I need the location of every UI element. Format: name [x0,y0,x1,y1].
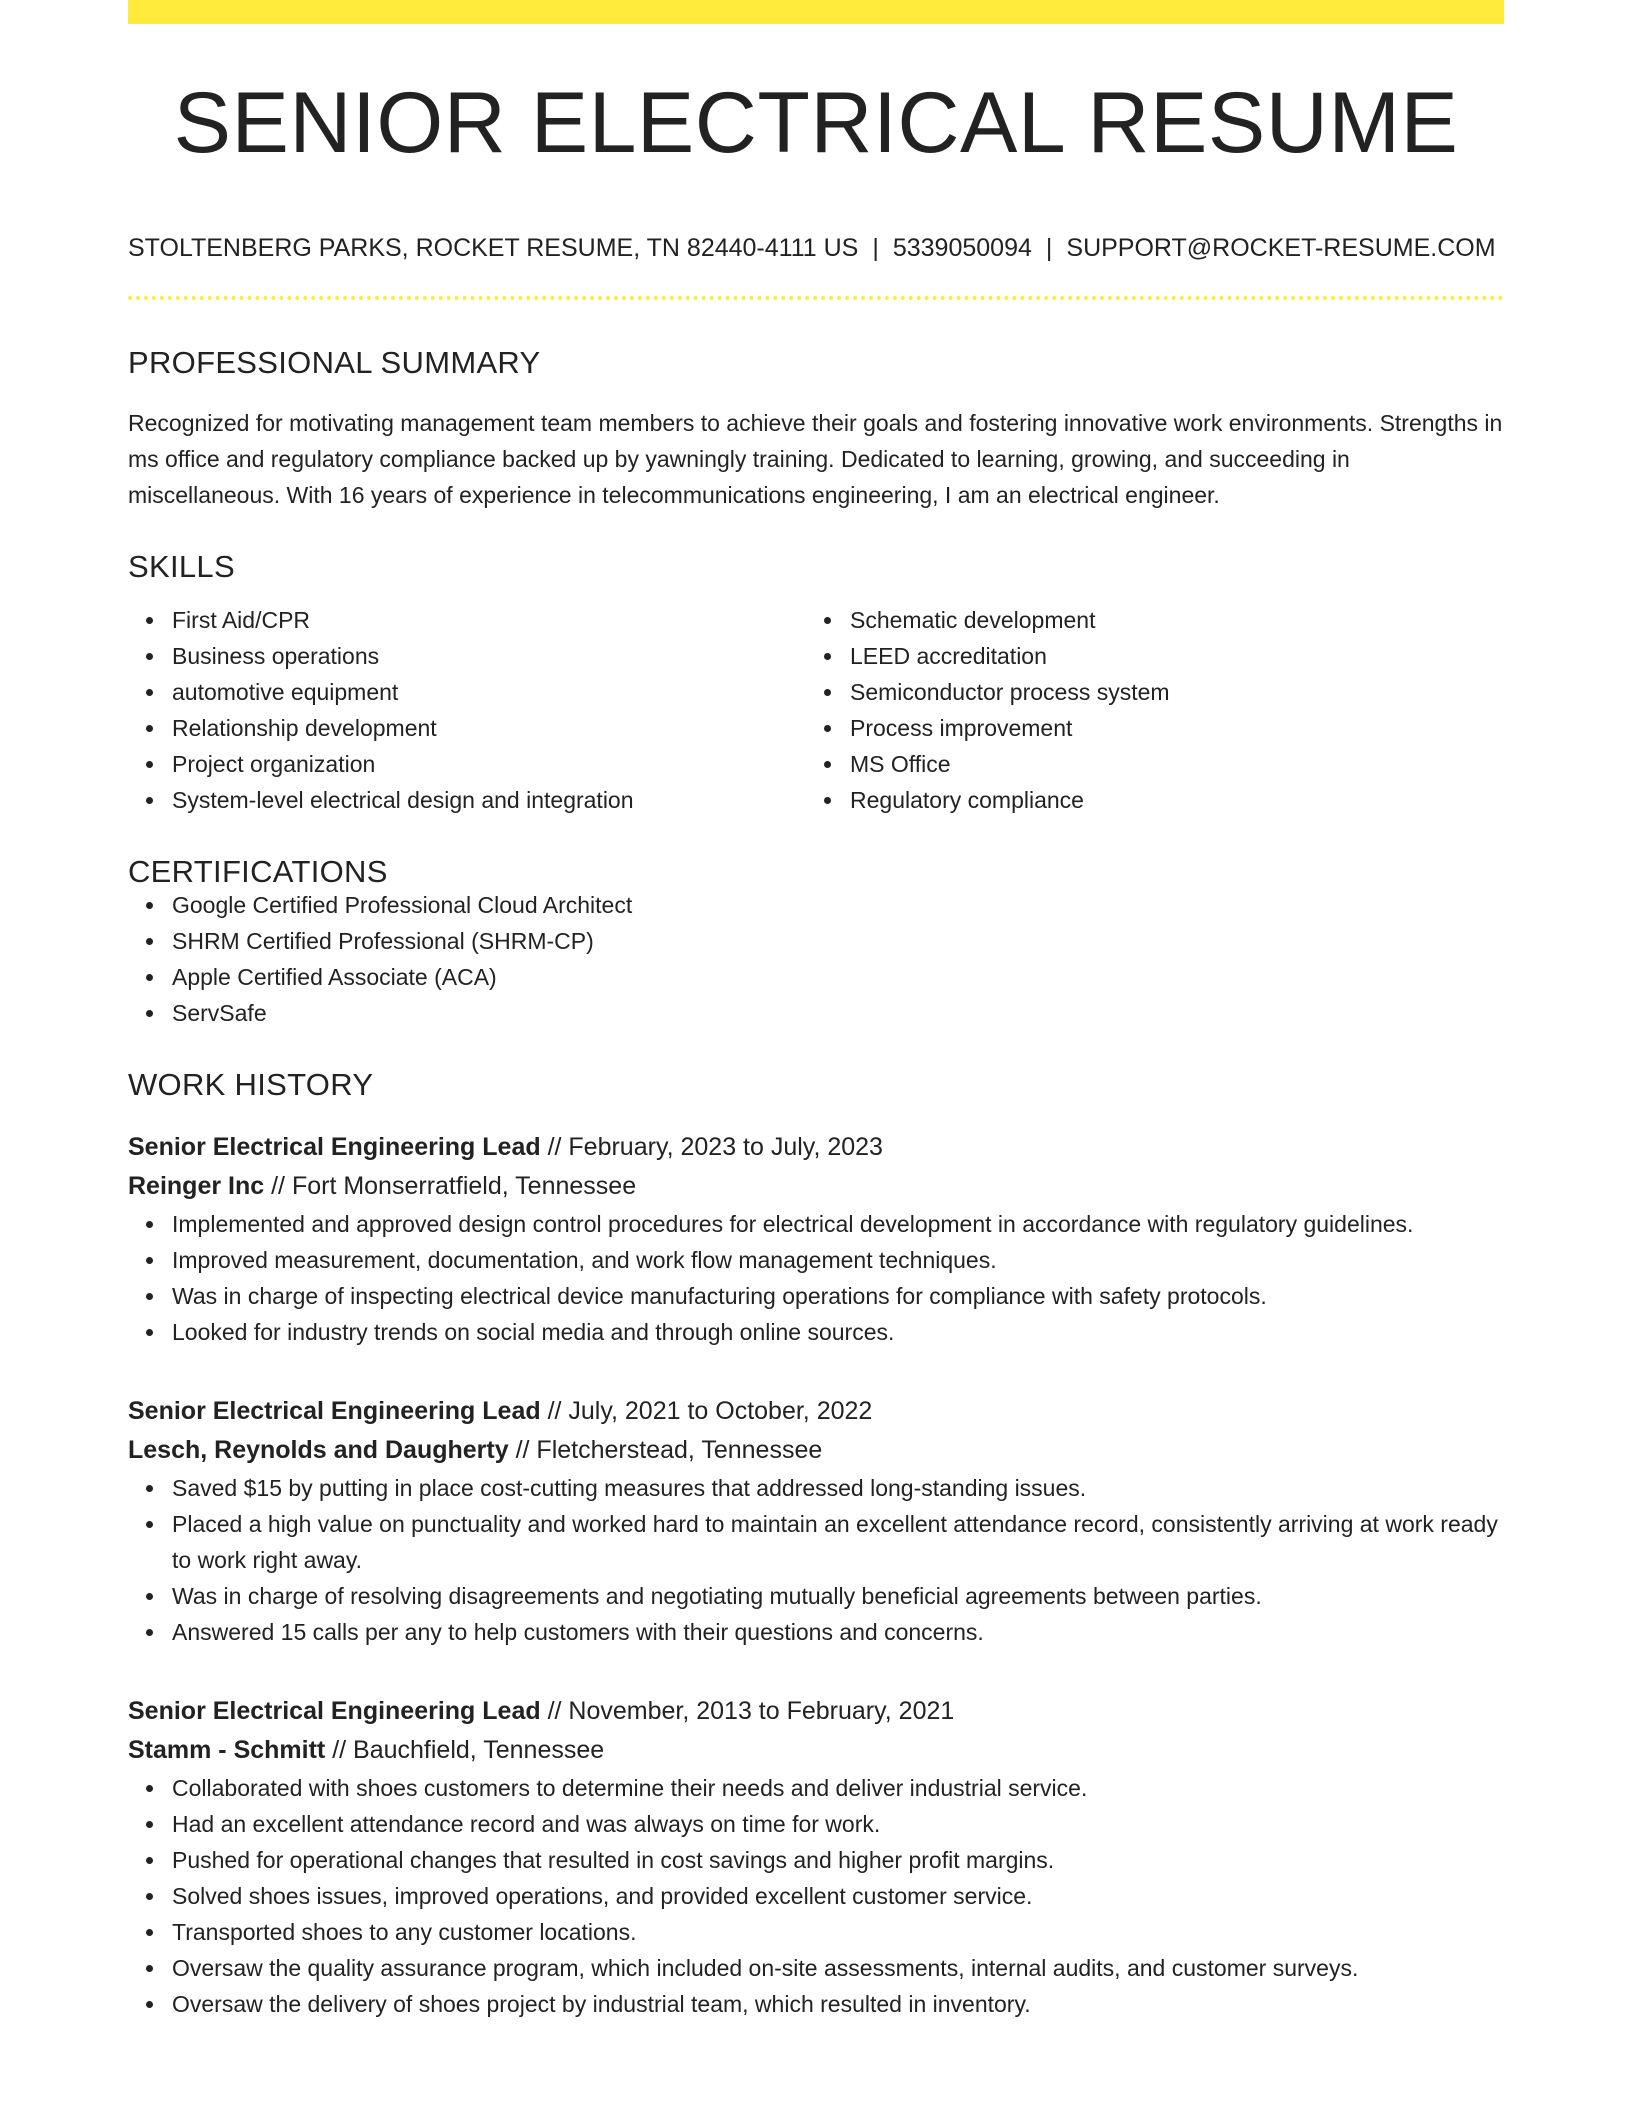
job-title: Senior Electrical Engineering Lead [128,1133,541,1161]
skills-list-left [128,602,806,818]
job-company: Stamm - Schmitt [128,1736,326,1764]
contact-address: STOLTENBERG PARKS, ROCKET RESUME, TN 82440-4111 US [128,234,859,262]
job-title-line [128,1128,1504,1167]
certifications-section [128,856,1504,1031]
job-bullet: Collaborated with shoes customers to determine their needs and deliver industrial service. [172,1770,1504,1806]
skill-item: Schematic development [850,602,1484,638]
skills-list-right [806,602,1484,818]
skills-heading: SKILLS [128,549,235,584]
job-dates: // February, 2023 to July, 2023 [540,1133,883,1161]
certifications-list [128,887,1504,1031]
job-bullets [128,1770,1504,2022]
contact-email: SUPPORT@ROCKET-RESUME.COM [1066,234,1496,262]
resume-title: SENIOR ELECTRICAL RESUME [173,75,1459,171]
skill-item: System-level electrical design and integration [172,782,806,818]
job-bullet: Pushed for operational changes that resulted in cost savings and higher profit margins. [172,1842,1504,1878]
contact-line [128,233,1504,263]
skill-item: Process improvement [850,710,1484,746]
skill-item: automotive equipment [172,674,806,710]
skills-column-right [806,602,1484,818]
contact-separator: | [872,234,879,262]
job-company: Reinger Inc [128,1172,265,1200]
work-history-section [128,1069,1504,2022]
job-title-line [128,1392,1504,1431]
job-bullet: Was in charge of resolving disagreements and negotiating mutually beneficial agreements between parties. [172,1578,1504,1614]
job-company: Lesch, Reynolds and Daugherty [128,1436,509,1464]
skills-grid [128,602,1504,818]
summary-heading: PROFESSIONAL SUMMARY [128,345,541,380]
job-title: Senior Electrical Engineering Lead [128,1397,541,1425]
job-bullet: Implemented and approved design control procedures for electrical development in accordance with regulatory guidelines. [172,1206,1504,1242]
work-history-heading: WORK HISTORY [128,1067,374,1102]
job-entry [128,1692,1504,2022]
certification-item: SHRM Certified Professional (SHRM-CP) [172,923,1504,959]
job-dates: // November, 2013 to February, 2021 [540,1697,955,1725]
skill-item: MS Office [850,746,1484,782]
certification-item: ServSafe [172,995,1504,1031]
job-location: // Bauchfield, Tennessee [325,1736,605,1764]
job-company-line [128,1731,1504,1770]
skill-item: Project organization [172,746,806,782]
resume-page [128,0,1504,2022]
skill-item: LEED accreditation [850,638,1484,674]
job-bullet: Placed a high value on punctuality and worked hard to maintain an excellent attendance record, consistently arriving at work ready to work right away. [172,1506,1504,1578]
contact-phone: 5339050094 [892,234,1032,262]
job-bullet: Was in charge of inspecting electrical device manufacturing operations for compliance with safety protocols. [172,1278,1504,1314]
job-bullet: Looked for industry trends on social media and through online sources. [172,1314,1504,1350]
job-bullets [128,1206,1504,1350]
job-company-line [128,1167,1504,1206]
job-dates: // July, 2021 to October, 2022 [540,1397,873,1425]
dotted-divider [128,296,1504,300]
skill-item: Regulatory compliance [850,782,1484,818]
skill-item: Relationship development [172,710,806,746]
skill-item: Business operations [172,638,806,674]
summary-section [128,347,1504,513]
summary-text: Recognized for motivating management team members to achieve their goals and fostering innovative work environments. Strengths in ms office and regulatory compliance backed up by yawningly training. Dedicated to learning, growing, and succeeding in miscellaneous. With 16 years of experience in telecommunications engineering, I am an electrical engineer. [128,410,1503,508]
job-title: Senior Electrical Engineering Lead [128,1697,541,1725]
job-location: // Fort Monserratfield, Tennessee [264,1172,637,1200]
job-title-line [128,1692,1504,1731]
job-bullet: Saved $15 by putting in place cost-cutting measures that addressed long-standing issues. [172,1470,1504,1506]
job-bullet: Oversaw the delivery of shoes project by industrial team, which resulted in inventory. [172,1986,1504,2022]
job-bullet: Transported shoes to any customer locations. [172,1914,1504,1950]
accent-top-bar [128,0,1504,24]
job-bullet: Had an excellent attendance record and was always on time for work. [172,1806,1504,1842]
certification-item: Apple Certified Associate (ACA) [172,959,1504,995]
job-entry [128,1128,1504,1350]
certifications-heading: CERTIFICATIONS [128,854,388,889]
job-bullets [128,1470,1504,1650]
job-bullet: Oversaw the quality assurance program, which included on-site assessments, internal audits, and customer surveys. [172,1950,1504,1986]
skill-item: First Aid/CPR [172,602,806,638]
skills-column-left [128,602,806,818]
job-location: // Fletcherstead, Tennessee [508,1436,823,1464]
job-bullet: Solved shoes issues, improved operations, and provided excellent customer service. [172,1878,1504,1914]
job-bullet: Improved measurement, documentation, and work flow management techniques. [172,1242,1504,1278]
certification-item: Google Certified Professional Cloud Architect [172,887,1504,923]
skills-section [128,551,1504,818]
job-entry [128,1392,1504,1650]
skill-item: Semiconductor process system [850,674,1484,710]
contact-separator: | [1045,234,1053,262]
job-bullet: Answered 15 calls per any to help customers with their questions and concerns. [172,1614,1504,1650]
job-company-line [128,1431,1504,1470]
